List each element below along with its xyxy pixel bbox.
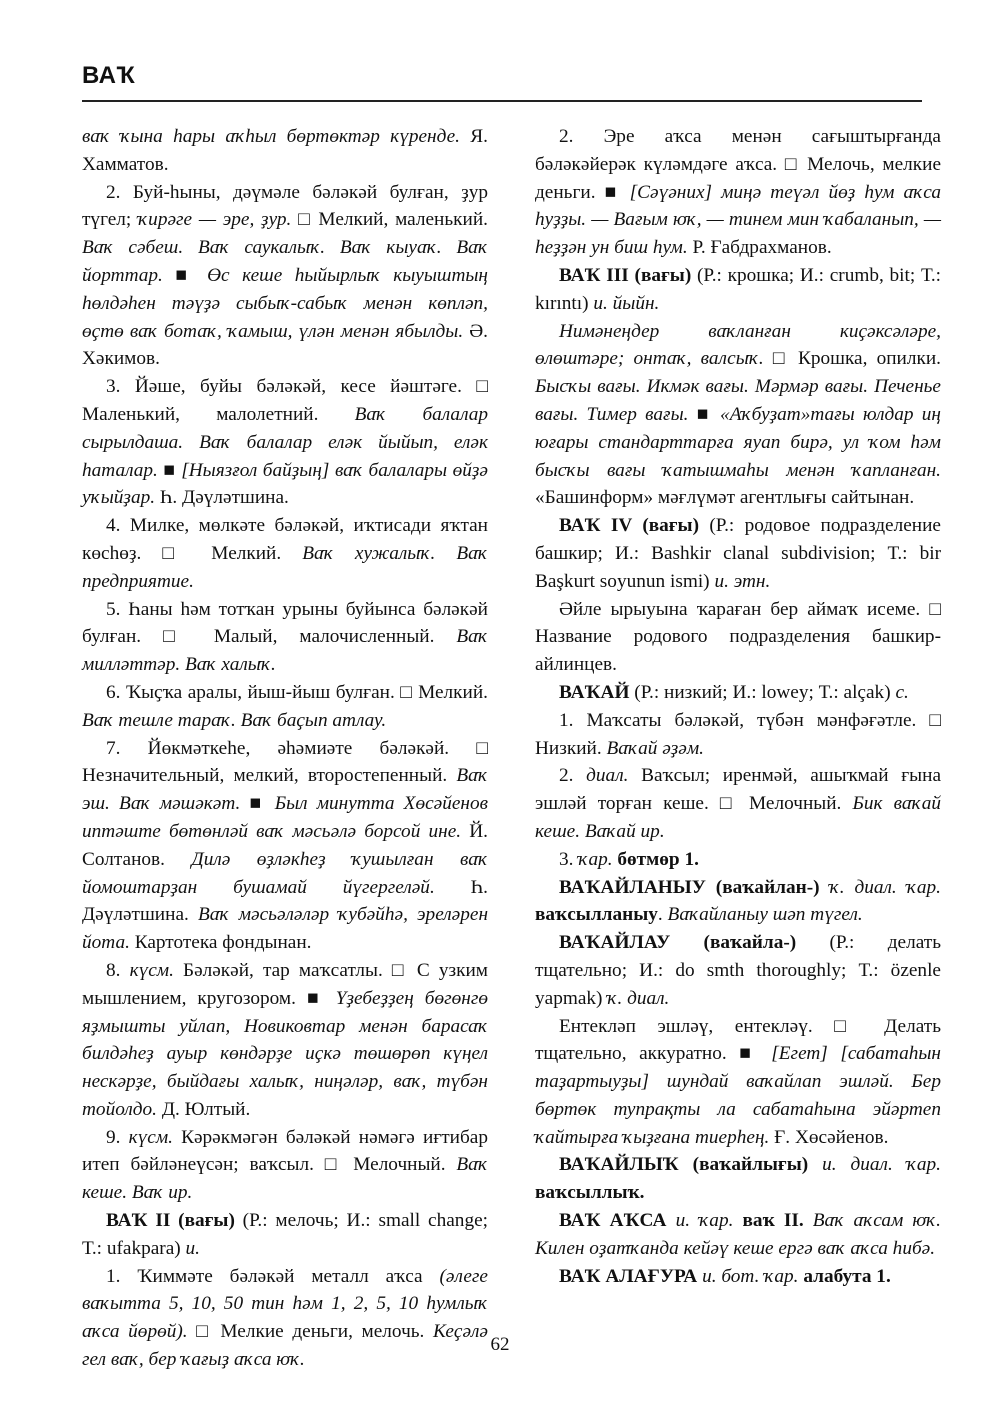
text-run: Өс кеше һыйырлыҡ кыуыштың һөлдәһен тәүҙә сыбыҡ-сабыҡ менән көпләп, өҫтө ваҡ ботаҡ, ҡамыш, үлән менән ябылды. [82, 264, 488, 342]
running-header [82, 62, 922, 90]
entry-paragraph [82, 679, 488, 735]
text-run: (Р.: мелочь; И.: small change; Т.: ufakpara) [82, 1210, 488, 1259]
text-run: ҡ. диал. ҡар. [829, 876, 941, 898]
entry-paragraph [535, 707, 941, 763]
text-run: 3. Йәше, буйы бәләкәй, кесе йәштәге. □ Маленький, малолетний. [82, 376, 488, 425]
entry-paragraph [535, 679, 941, 707]
text-run: ■ [240, 793, 275, 815]
text-run: Әйле ырыуына ҡараған бер аймаҡ исеме. □ Название родового подразделения башкир-айлинцев. [535, 598, 941, 676]
text-run: ВАҠ II (вағы) [106, 1210, 235, 1232]
header-rule [82, 100, 922, 102]
text-run: и. бот. ҡар. [702, 1265, 804, 1287]
text-run: 9. [106, 1126, 129, 1148]
text-run: ҡар. [578, 848, 613, 870]
text-run: 6. Ҡыҫҡа аралы, йыш-йыш булған. □ Мелкий. [106, 681, 488, 703]
text-run: Үҙебеҙҙең бөгөнгө яҙмышты уйлап, Новиковтар менән барасаҡ билдәһеҙ ауыр көндәрҙе иҫкә төшөрөп күңел нескәрҙе, быйдағы халыҡ, ниңәләр, ваҡ, түбән тойолдо. [82, 987, 488, 1120]
entry-paragraph [82, 512, 488, 595]
text-run: ВАҠ АЛАҒУРА [559, 1265, 703, 1287]
text-run: Бысҡы вағы. Икмәк вағы. Мәрмәр вағы. Печенье вағы. Тимер вағы. [535, 376, 941, 425]
text-run: ҡирәге — эре, ҙур. [138, 209, 292, 231]
text-run: 8. [106, 959, 130, 981]
text-run: Ваҡ мәсьәләләр ҡубәйһә, эреләрен йота. [82, 904, 489, 954]
entry-paragraph [535, 874, 941, 930]
text-run: Я. Хамматов. [82, 126, 488, 175]
text-run: Ваҡайланыу шәп түгел. [667, 904, 863, 926]
text-run: ҡ. диал. [607, 987, 670, 1009]
text-run: «Аҡбуҙат»тағы юлдар иң юғары стандарттарға яуап бирә, ул ҡом һәм бысҡы вағы ҡатышмаһы менән ҡапланған. [535, 403, 941, 481]
text-run: Дилә өҙләкһеҙ ҡушылған ваҡ йомоштарҙан бушамай йүгергеләй. [82, 848, 488, 898]
text-run: Ваҡсыл; иренмәй, ашыҡмай ғына эшләй торған кеше. □ Мелочный. [535, 765, 941, 815]
text-run: 2. Буй-һыны, дәүмәле бәләкәй булған, ҙур түгел; [82, 181, 488, 231]
entry-paragraph [535, 512, 941, 595]
text-run: Ваҡ эш. Ваҡ мәшәкәт. [82, 765, 488, 815]
text-run: Ваҡ тешле тараҡ. Ваҡ баҫып атлау. [82, 709, 387, 731]
text-run: и. [185, 1237, 200, 1259]
text-run: бөтмөр 1. [612, 848, 699, 870]
entry-paragraph [535, 596, 941, 679]
entry-paragraph [82, 596, 488, 679]
entry-paragraph [82, 1207, 488, 1263]
text-run: Р. Ғабдрахманов. [687, 237, 832, 259]
entry-paragraph [535, 1151, 941, 1207]
entry-paragraph [535, 1013, 941, 1152]
entry-paragraph [535, 123, 941, 262]
text-run: 5. Һаны һәм тотҡан урыны буйынса бәләкәй булған. □ Малый, малочисленный. [82, 598, 488, 648]
right-column [535, 123, 941, 1290]
text-run: 1. Маҡсаты бәләкәй, түбән мәнфәғәтле. □ Низкий. [535, 709, 941, 759]
text-run: (Р.: родовое подразделение башкир; И.: Bashkir clanal subdivision; Т.: bir Başkurt soyunun ismi) [535, 515, 941, 592]
entry-paragraph [82, 179, 488, 374]
text-run: (Р.: крошка; И.: crumb, bit; Т.: kırıntı) [535, 264, 942, 314]
text-run: Был минутта Хөсәйенов иптәште бөтөнләй ваҡ мәсьәлә борсой ине. [82, 793, 488, 842]
text-run: Бик ваҡай кеше. Ваҡай ир. [535, 793, 941, 842]
text-run: ВАҠ III (вағы) [559, 264, 692, 286]
text-run: ■ [157, 459, 182, 481]
text-run: □ Мелкие деньги, мелочь. [187, 1321, 434, 1343]
text-run: [Сәүәних] миңә теүәл йөҙ һум аҡса һуҙҙы. — Вағым юҡ, — тинем мин ҡабаланып, — һеҙҙән ун биш һум. [535, 181, 941, 259]
entry-paragraph [82, 1263, 488, 1374]
entry-paragraph [82, 735, 488, 957]
text-run: 4. Милке, мөлкәте бәләкәй, иҡтисади яҡтан көсһөҙ. □ Мелкий. [82, 515, 488, 564]
text-run: ■ [688, 403, 721, 425]
entry-paragraph [82, 1124, 488, 1207]
text-run: Ентекләп эшләү, ентекләү. □ Делать тщательно, аккуратно. ■ [535, 1015, 941, 1065]
text-run: 7. Йөкмәткеһе, әһәмиәте бәләкәй. □ Незначительный, мелкий, второстепенный. [82, 737, 488, 787]
text-run: 3. [559, 848, 579, 870]
text-run: Д. Юлтый. [157, 1098, 251, 1120]
text-run: күсм. [128, 1126, 173, 1148]
text-run: күсм. [129, 959, 174, 981]
text-run: Картотека фондынан. [129, 932, 312, 954]
entry-paragraph [82, 123, 488, 179]
text-run: Һ. Дәүләтшина. [155, 487, 289, 509]
entry-paragraph [535, 1263, 941, 1291]
text-run: ВАҠАЙЛЫҠ (ваҡайлығы) [559, 1154, 823, 1176]
entry-paragraph [535, 929, 941, 1012]
text-run: ВАҠ АҠСА [559, 1210, 676, 1232]
text-run: Й. Солтанов. [82, 820, 488, 870]
text-run: . [657, 904, 668, 926]
page-number: 62 [490, 1334, 510, 1355]
entry-paragraph [535, 846, 941, 874]
text-run: и. ҡар. [675, 1210, 743, 1232]
text-run: ваҡсылланыу [535, 904, 658, 926]
text-run: Нимәнеңдер ваҡланған киҫәксәләре, өлөштәре; онтаҡ, валсыҡ. [535, 320, 941, 370]
text-run: □ Крошка, опилки. [763, 348, 941, 370]
entry-paragraph [535, 1207, 941, 1263]
text-run: (әлеге ваҡытта 5, 10, 50 тин һәм 1, 2, 5, 10 һумлыҡ аҡса йөрөй). [82, 1265, 488, 1343]
text-run: Ваҡ кеше. Ваҡ ир. [82, 1154, 488, 1204]
text-run: [Егет] [сабатаһын таҙартыуҙы] шундай ваҡайлап эшләй. Бер бөртөк тупрақты ла сабатаһына эйәртеп ҡайтырға ҡыҙғана тиерһең. [535, 1043, 941, 1148]
text-run: 2. Эре аҡса менән сағыштырғанда бәләкәйерәк күләмдәге аҡса. □ Мелочь, мелкие деньги. ■ [535, 126, 941, 203]
text-run: ваҡ II. [742, 1210, 813, 1232]
text-run: Бәләкәй, тар маҡсатлы. □ С узким мышлением, кругозором. ■ [82, 959, 489, 1009]
text-run: 1. Ҡиммәте бәләкәй металл аҡса [106, 1265, 440, 1287]
text-run: Кәрәкмәгән бәләкәй нәмәгә иғтибар итеп бәйләнеүсән; ваҡсыл. □ Мелочный. [82, 1126, 489, 1176]
text-run: Кеҫәлә гел ваҡ, бер ҡағыҙ аҡса юҡ. [82, 1321, 488, 1371]
text-run: ВАҠАЙЛАНЫУ (ваҡайлан-) [559, 876, 830, 898]
text-run: ВАҠАЙЛАУ (ваҡайла-) [559, 932, 797, 954]
text-run: алабута 1. [803, 1265, 891, 1287]
text-run: Ваҡ сәбеш. Ваҡ саукалыҡ. Ваҡ кыуаҡ. Ваҡ йорттар. [82, 237, 488, 286]
text-run: (Р.: низкий; И.: lowey; Т.: alçak) [629, 681, 896, 703]
entry-paragraph [82, 957, 488, 1124]
text-run: ■ [162, 264, 208, 286]
text-run: ВАҠ IV (вағы) [559, 515, 700, 537]
text-run: ваҡ ҡына һары аҡһыл бөртөктәр күренде. [82, 126, 460, 147]
text-run: «Башинформ» мәғлүмәт агентлығы сайтынан. [535, 487, 915, 509]
text-run: ВАҠАЙ [559, 681, 630, 703]
text-run: [Ныязғол байҙың] ваҡ балалары өйҙә уҡыйҙар. [82, 459, 488, 509]
text-run: и. йыйн. [593, 292, 660, 314]
text-run: Ваҡ балалар сырылдаша. Ваҡ балалар еләк йыйып, еләк һаталар. [82, 403, 488, 481]
text-run: Ваҡай әҙәм. [606, 737, 704, 759]
text-run: Ә. Хәкимов. [82, 320, 488, 370]
running-title: ВАҠ [82, 62, 136, 89]
entry-paragraph [535, 318, 941, 513]
text-run: Ғ. Хөсәйенов. [769, 1126, 889, 1148]
text-run: Ваҡ милләттәр. Ваҡ халыҡ. [82, 626, 488, 676]
entry-paragraph [82, 373, 488, 512]
text-run: с. [895, 681, 909, 703]
text-run: ваҡсыллыҡ. [535, 1182, 645, 1204]
text-run: 2. [559, 765, 587, 787]
text-run: Һ. Дәүләтшина. [82, 876, 489, 926]
text-run: и. этн. [714, 570, 771, 592]
text-run: диал. [586, 765, 629, 787]
text-run: Ваҡ хужалыҡ. Ваҡ предприятие. [82, 542, 488, 592]
text-run: □ Мелкий, маленький. [291, 209, 488, 231]
text-run: Ваҡ аҡсам юҡ. Килен оҙатҡанда кейәү кеше ергә ваҡ аҡса һибә. [535, 1210, 941, 1259]
left-column [82, 123, 488, 1374]
entry-paragraph [535, 762, 941, 845]
text-run: и. диал. ҡар. [822, 1154, 941, 1176]
entry-paragraph [535, 262, 941, 318]
text-run: (Р.: делать тщательно; И.: do smth thoroughly; Т.: özenle yapmak) [535, 932, 941, 1009]
